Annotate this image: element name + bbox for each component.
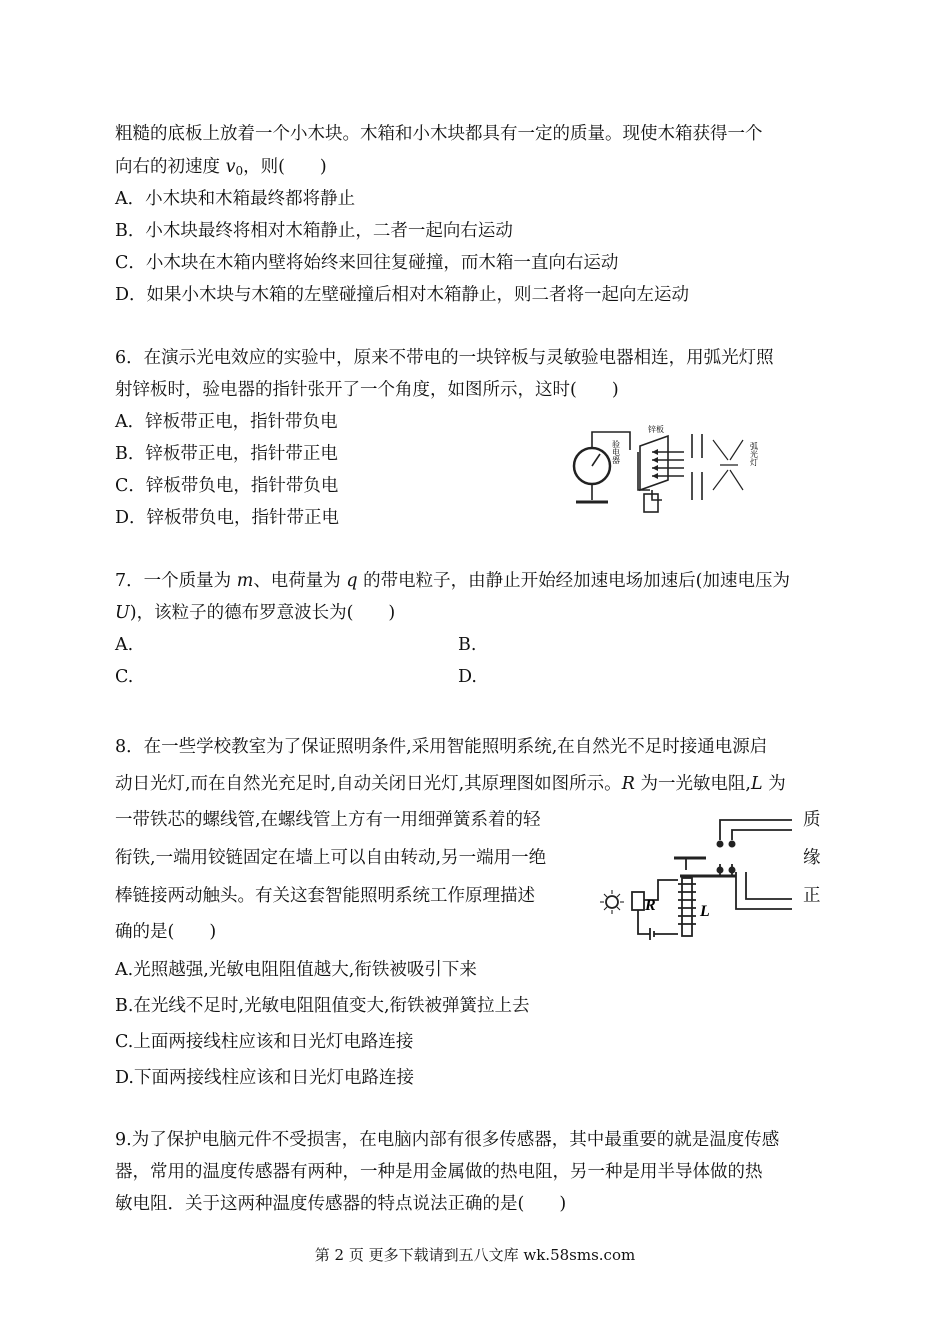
q8-text-line3: 一带铁芯的螺线管,在螺线管上方有一用细弹簧系着的轻 (115, 810, 541, 830)
q6-text-line2: 射锌板时，验电器的指针张开了一个角度，如图所示，这时( ) (115, 380, 619, 400)
q8-text-line6: 确的是( ) (115, 922, 217, 942)
q8-option-b: B.在光线不足时,光敏电阻阻值变大,衔铁被弹簧拉上去 (115, 996, 530, 1016)
q6-option-a: A．锌板带正电，指针带负电 (115, 412, 338, 432)
light-source-icon (606, 896, 618, 908)
q7-option-a: A. (115, 635, 134, 655)
electroscope-label: 验电器 (611, 440, 621, 464)
q6-option-c: C．锌板带负电，指针带负电 (115, 476, 339, 496)
iron-core (682, 878, 692, 936)
q5-option-d: D．如果小木块与木箱的左壁碰撞后相对木箱静止，则二者将一起向左运动 (115, 285, 690, 305)
q8-option-c: C.上面两接线柱应该和日光灯电路连接 (115, 1032, 414, 1052)
arc-lamp-label: 弧光灯 (749, 442, 759, 466)
q9-text-line2: 器，常用的温度传感器有两种，一种是用金属做的热电阻，另一种是用半导体做的热 (115, 1162, 763, 1182)
q8-option-a: A.光照越强,光敏电阻阻值越大,衔铁被吸引下来 (115, 960, 477, 980)
solenoid-coil (678, 884, 696, 924)
photoelectric-figure (568, 420, 788, 520)
q9-text-line1: 9.为了保护电脑元件不受损害，在电脑内部有很多传感器，其中最重要的就是温度传感 (115, 1130, 780, 1150)
arc-lamp-rays (713, 440, 743, 490)
q5-text-line1: 粗糙的底板上放着一个小木块。木箱和小木块都具有一定的质量。现使木箱获得一个 (115, 124, 763, 144)
R-label: R (645, 897, 656, 914)
q8-side-char-2: 缘 (803, 848, 821, 868)
q8-text-line1: 8．在一些学校教室为了保证照明条件,采用智能照明系统,在自然光不足时接通电源启 (115, 737, 768, 757)
photoresistor (632, 892, 644, 910)
zinc-plate-label: 锌板 (648, 425, 664, 434)
q7-text-line1: 7．一个质量为 m、电荷量为 q 的带电粒子，由静止开始经加速电场加速后(加速电压为 (115, 571, 790, 591)
q8-text-line5: 棒链接两动触头。有关这套智能照明系统工作原理描述 (115, 886, 535, 906)
q6-text-line1: 6．在演示光电效应的实验中，原来不带电的一块锌板与灵敏验电器相连，用弧光灯照 (115, 348, 774, 368)
q5-option-b: B．小木块最终将相对木箱静止，二者一起向右运动 (115, 221, 513, 241)
zinc-plate (640, 436, 668, 490)
q9-text-line3: 敏电阻．关于这两种温度传感器的特点说法正确的是( ) (115, 1194, 567, 1214)
q8-text-line4: 衔铁,一端用铰链固定在墙上可以自由转动,另一端用一绝 (115, 848, 547, 868)
q5-option-c: C．小木块在木箱内壁将始终来回往复碰撞，而木箱一直向右运动 (115, 253, 619, 273)
q7-option-d: D. (458, 667, 477, 687)
electroscope-needle (592, 454, 600, 466)
q8-option-d: D.下面两接线柱应该和日光灯电路连接 (115, 1068, 414, 1088)
q7-option-c: C. (115, 667, 134, 687)
photon-arrows (652, 449, 658, 479)
q8-text-line2: 动日光灯,而在自然光充足时,自动关闭日光灯,其原理图如图所示。R 为一光敏电阻,L 为 (115, 774, 786, 794)
q7-text-line2: U)，该粒子的德布罗意波长为( ) (115, 603, 396, 623)
q5-option-a: A．小木块和木箱最终都将静止 (115, 189, 356, 209)
q6-option-d: D．锌板带负电，指针带正电 (115, 508, 340, 528)
page-footer: 第 2 页 更多下载请到五八文库 wk.58sms.com (314, 1246, 636, 1264)
relay-circuit-figure (596, 814, 796, 944)
q6-option-b: B．锌板带正电，指针带正电 (115, 444, 338, 464)
q7-option-b: B. (458, 635, 477, 655)
q5-text-line2: 向右的初速度 $v_0$，则( ) (115, 157, 327, 178)
q8-side-char-3: 正 (803, 886, 821, 906)
L-label: L (700, 903, 710, 920)
q8-side-char-1: 质 (803, 810, 821, 830)
